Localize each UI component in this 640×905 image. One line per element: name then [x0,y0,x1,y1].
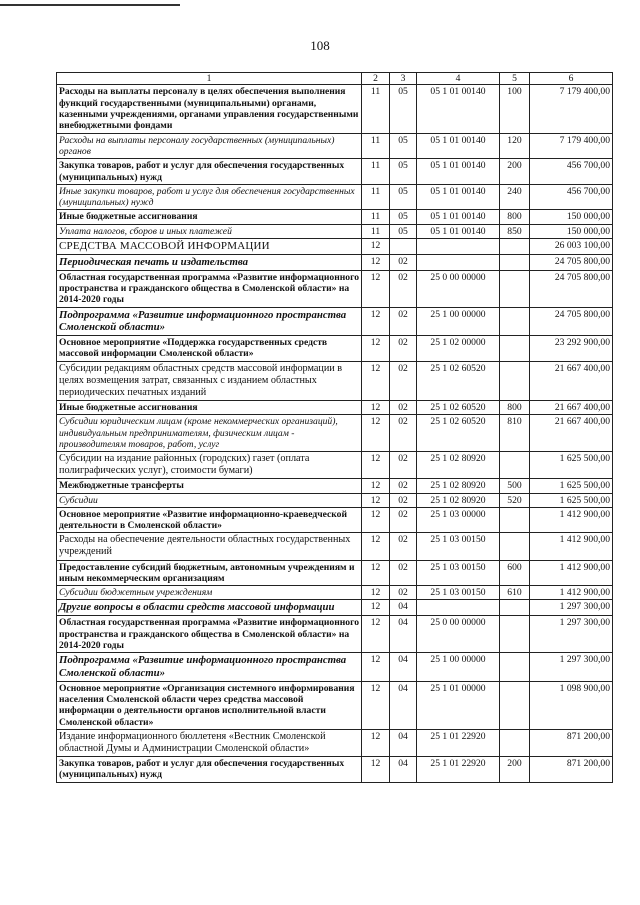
amount: 150 000,00 [530,224,613,238]
subsection-code: 02 [390,533,417,560]
table-row [57,452,613,479]
subsection-code: 05 [390,133,417,159]
amount: 26 003 100,00 [530,239,613,255]
section-code: 12 [362,560,390,586]
section-code: 11 [362,184,390,210]
expense-type-code [500,533,530,560]
subsection-code [390,239,417,255]
amount: 456 700,00 [530,159,613,185]
table-row [57,507,613,533]
table-row [57,224,613,238]
expense-type-code: 800 [500,210,530,224]
subsection-code: 05 [390,159,417,185]
table-row [57,270,613,307]
column-header: 5 [500,73,530,85]
row-name: Закупка товаров, работ и услуг для обеспечения государственных (муниципальных) нужд [57,756,362,782]
row-name: Уплата налогов, сборов и иных платежей [57,224,362,238]
subsection-code: 05 [390,85,417,133]
target-article-code: 25 1 02 80920 [417,493,500,507]
table-row [57,415,613,452]
row-name: Основное мероприятие «Развитие информационно-краеведческой деятельности в Смоленской области» [57,507,362,533]
amount: 7 179 400,00 [530,133,613,159]
header-row [57,73,613,85]
subsection-code: 02 [390,270,417,307]
section-code: 12 [362,586,390,600]
expense-type-code: 120 [500,133,530,159]
table-row [57,560,613,586]
subsection-code: 04 [390,600,417,616]
section-code: 12 [362,507,390,533]
target-article-code: 25 1 03 00150 [417,560,500,586]
table-row [57,159,613,185]
expense-type-code: 520 [500,493,530,507]
expense-type-code [500,307,530,335]
subsection-code: 05 [390,184,417,210]
row-name: Субсидии редакциям областных средств массовой информации в целях возмещения затрат, связанных с изданием областных периодических печатных изданий [57,361,362,400]
row-name: Субсидии юридическим лицам (кроме некоммерческих организаций), индивидуальным предпринимателям, физическим лицам - производителям товаров, работ, услуг [57,415,362,452]
row-name: Расходы на выплаты персоналу государственных (муниципальных) органов [57,133,362,159]
expense-type-code [500,507,530,533]
subsection-code: 04 [390,756,417,782]
subsection-code: 02 [390,560,417,586]
amount: 871 200,00 [530,756,613,782]
table-row [57,653,613,681]
subsection-code: 02 [390,307,417,335]
column-header: 6 [530,73,613,85]
subsection-code: 04 [390,729,417,756]
subsection-code: 05 [390,210,417,224]
expense-type-code: 600 [500,560,530,586]
section-code: 12 [362,255,390,271]
expense-type-code: 500 [500,479,530,493]
expense-type-code: 100 [500,85,530,133]
subsection-code: 02 [390,336,417,362]
section-code: 12 [362,307,390,335]
expense-type-code [500,255,530,271]
section-code: 11 [362,159,390,185]
row-name: Субсидии бюджетным учреждениям [57,586,362,600]
section-code: 12 [362,653,390,681]
expense-type-code: 810 [500,415,530,452]
expense-type-code: 240 [500,184,530,210]
amount: 21 667 400,00 [530,400,613,414]
section-code: 11 [362,210,390,224]
expense-type-code [500,616,530,653]
expense-type-code [500,336,530,362]
section-code: 12 [362,533,390,560]
subsection-code: 02 [390,507,417,533]
target-article-code: 25 1 02 60520 [417,361,500,400]
amount: 24 705 800,00 [530,255,613,271]
amount: 1 098 900,00 [530,681,613,729]
row-name: Издание информационного бюллетеня «Вестник Смоленской областной Думы и Администрации Смоленской области» [57,729,362,756]
target-article-code: 25 1 01 00000 [417,681,500,729]
budget-table [56,72,613,783]
amount: 150 000,00 [530,210,613,224]
target-article-code [417,600,500,616]
table-row [57,493,613,507]
amount: 1 412 900,00 [530,586,613,600]
section-code: 12 [362,239,390,255]
table-row [57,533,613,560]
table-row [57,239,613,255]
table-row [57,729,613,756]
subsection-code: 02 [390,361,417,400]
expense-type-code: 610 [500,586,530,600]
amount: 871 200,00 [530,729,613,756]
expense-type-code: 850 [500,224,530,238]
row-name: Субсидии [57,493,362,507]
amount: 1 625 500,00 [530,452,613,479]
row-name: Иные бюджетные ассигнования [57,210,362,224]
table-row [57,479,613,493]
column-header: 1 [57,73,362,85]
section-code: 11 [362,133,390,159]
target-article-code: 25 1 02 60520 [417,415,500,452]
target-article-code [417,255,500,271]
table-row [57,400,613,414]
section-code: 12 [362,361,390,400]
target-article-code [417,239,500,255]
target-article-code: 25 1 02 00000 [417,336,500,362]
table-row [57,586,613,600]
table-row [57,361,613,400]
subsection-code: 04 [390,681,417,729]
table-row [57,756,613,782]
row-name: Областная государственная программа «Развитие информационного пространства и гражданского общества в Смоленской области» на 2014-2020 годы [57,270,362,307]
section-code: 11 [362,224,390,238]
table-row [57,616,613,653]
row-name: СРЕДСТВА МАССОВОЙ ИНФОРМАЦИИ [57,239,362,255]
target-article-code: 25 1 03 00150 [417,533,500,560]
subsection-code: 02 [390,255,417,271]
amount: 7 179 400,00 [530,85,613,133]
row-name: Субсидии на издание районных (городских) газет (оплата полиграфических услуг), стоимости бумаги) [57,452,362,479]
section-code: 12 [362,270,390,307]
section-code: 12 [362,336,390,362]
target-article-code: 05 1 01 00140 [417,133,500,159]
amount: 1 297 300,00 [530,616,613,653]
target-article-code: 05 1 01 00140 [417,210,500,224]
subsection-code: 04 [390,653,417,681]
row-name: Периодическая печать и издательства [57,255,362,271]
row-name: Межбюджетные трансферты [57,479,362,493]
target-article-code: 25 1 00 00000 [417,307,500,335]
table-row [57,184,613,210]
subsection-code: 02 [390,452,417,479]
expense-type-code [500,239,530,255]
table-row [57,85,613,133]
expense-type-code: 200 [500,159,530,185]
section-code: 12 [362,452,390,479]
page-number: 108 [310,38,330,53]
row-name: Подпрограмма «Развитие информационного пространства Смоленской области» [57,653,362,681]
expense-type-code [500,729,530,756]
row-name: Подпрограмма «Развитие информационного пространства Смоленской области» [57,307,362,335]
section-code: 12 [362,493,390,507]
target-article-code: 25 1 02 80920 [417,452,500,479]
amount: 21 667 400,00 [530,361,613,400]
target-article-code: 25 1 01 22920 [417,756,500,782]
target-article-code: 25 1 01 22920 [417,729,500,756]
amount: 1 297 300,00 [530,653,613,681]
row-name: Иные закупки товаров, работ и услуг для обеспечения государственных (муниципальных) нужд [57,184,362,210]
expense-type-code [500,600,530,616]
amount: 1 412 900,00 [530,533,613,560]
row-name: Закупка товаров, работ и услуг для обеспечения государственных (муниципальных) нужд [57,159,362,185]
amount: 23 292 900,00 [530,336,613,362]
expense-type-code [500,452,530,479]
table-row [57,255,613,271]
target-article-code: 05 1 01 00140 [417,224,500,238]
amount: 1 625 500,00 [530,479,613,493]
table-row [57,133,613,159]
row-name: Основное мероприятие «Организация системного информирования населения Смоленской области через средства массовой информации о деятельности органов исполнительной власти Смоленской области» [57,681,362,729]
row-name: Предоставление субсидий бюджетным, автономным учреждениям и иным некоммерческим организациям [57,560,362,586]
amount: 1 412 900,00 [530,560,613,586]
row-name: Расходы на обеспечение деятельности областных государственных учреждений [57,533,362,560]
amount: 1 412 900,00 [530,507,613,533]
amount: 456 700,00 [530,184,613,210]
subsection-code: 04 [390,616,417,653]
expense-type-code [500,681,530,729]
top-rule [0,4,180,6]
row-name: Другие вопросы в области средств массовой информации [57,600,362,616]
row-name: Основное мероприятие «Поддержка государственных средств массовой информации Смоленской области» [57,336,362,362]
section-code: 12 [362,479,390,493]
target-article-code: 25 1 02 80920 [417,479,500,493]
target-article-code: 25 1 00 00000 [417,653,500,681]
target-article-code: 05 1 01 00140 [417,85,500,133]
table-row [57,681,613,729]
column-header: 3 [390,73,417,85]
row-name: Иные бюджетные ассигнования [57,400,362,414]
table-row [57,336,613,362]
subsection-code: 02 [390,586,417,600]
subsection-code: 02 [390,400,417,414]
expense-type-code [500,653,530,681]
amount: 1 625 500,00 [530,493,613,507]
section-code: 11 [362,85,390,133]
table-row [57,210,613,224]
target-article-code: 25 0 00 00000 [417,270,500,307]
subsection-code: 02 [390,415,417,452]
target-article-code: 05 1 01 00140 [417,184,500,210]
section-code: 12 [362,681,390,729]
target-article-code: 25 0 00 00000 [417,616,500,653]
section-code: 12 [362,400,390,414]
table-row [57,307,613,335]
section-code: 12 [362,756,390,782]
target-article-code: 05 1 01 00140 [417,159,500,185]
subsection-code: 05 [390,224,417,238]
expense-type-code: 200 [500,756,530,782]
section-code: 12 [362,729,390,756]
amount: 21 667 400,00 [530,415,613,452]
expense-type-code [500,361,530,400]
subsection-code: 02 [390,479,417,493]
section-code: 12 [362,616,390,653]
table-row [57,600,613,616]
row-name: Расходы на выплаты персоналу в целях обеспечения выполнения функций государственными (муниципальными) органами, казенными учреждениями, органами управления государственными внебюджетными фондами [57,85,362,133]
expense-type-code: 800 [500,400,530,414]
target-article-code: 25 1 03 00150 [417,586,500,600]
amount: 24 705 800,00 [530,307,613,335]
amount: 1 297 300,00 [530,600,613,616]
row-name: Областная государственная программа «Развитие информационного пространства и гражданского общества в Смоленской области» на 2014-2020 годы [57,616,362,653]
expense-type-code [500,270,530,307]
section-code: 12 [362,415,390,452]
subsection-code: 02 [390,493,417,507]
section-code: 12 [362,600,390,616]
target-article-code: 25 1 02 60520 [417,400,500,414]
column-header: 4 [417,73,500,85]
target-article-code: 25 1 03 00000 [417,507,500,533]
amount: 24 705 800,00 [530,270,613,307]
column-header: 2 [362,73,390,85]
